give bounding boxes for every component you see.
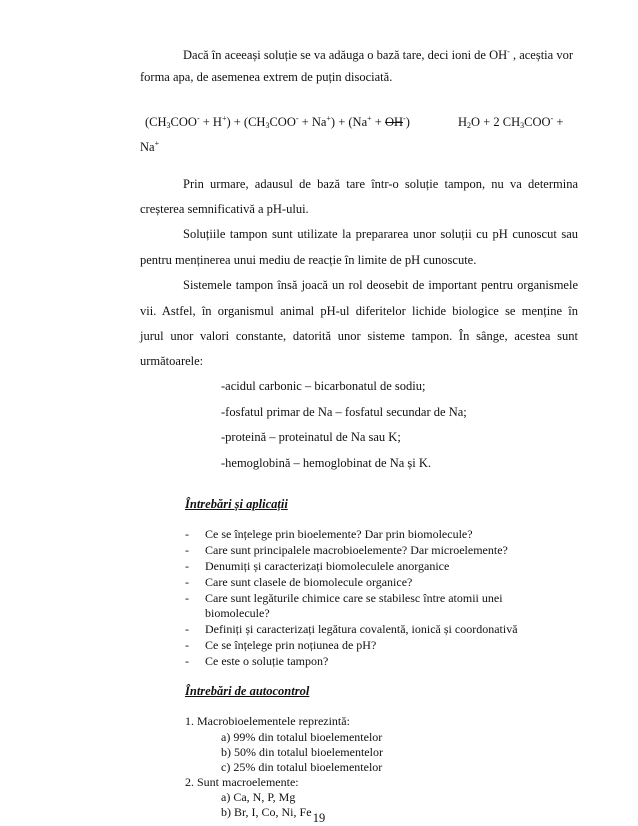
buffer-list-item: -hemoglobină – hemoglobinat de Na și K. xyxy=(221,456,432,470)
question-item-continuation: biomolecule? xyxy=(205,606,270,620)
paragraph-1-line-2: forma apa, de asemenea extrem de puțin disociată. xyxy=(140,70,393,84)
question-dash: - xyxy=(185,622,189,636)
paragraph-3-line-1: Soluțiile tampon sunt utilizate la prepararea unor soluții cu pH cunoscut sau xyxy=(183,227,578,241)
paragraph-1-line-1: Dacă în aceeași soluție se va adăuga o bază tare, deci ioni de OH- , aceștia vor xyxy=(183,47,573,62)
question-item: Denumiți și caracterizați biomoleculele anorganice xyxy=(205,559,450,573)
selftest-option: a) Ca, N, P, Mg xyxy=(221,790,296,804)
question-item: Ce se înțelege prin bioelemente? Dar prin biomolecule? xyxy=(205,527,473,541)
selftest-question: 2. Sunt macroelemente: xyxy=(185,775,299,789)
reaction-equation-tail: Na+ xyxy=(140,139,160,154)
reaction-equation-products: $H_2O + 2$ $CH_3COO^-$ + xyxy=(458,114,564,130)
paragraph-2-line-1: Prin urmare, adausul de bază tare într-o soluție tampon, nu va determina xyxy=(183,177,578,191)
hydroxide-struck: OH xyxy=(384,115,404,129)
question-item: Care sunt principalele macrobioelemente? Dar microelemente? xyxy=(205,543,508,557)
paragraph-2-line-2: creșterea semnificativă a pH-ului. xyxy=(140,202,309,216)
question-dash: - xyxy=(185,575,189,589)
selftest-question: 1. Macrobioelementele reprezintă: xyxy=(185,714,350,728)
question-item: Definiți și caracterizați legătura covalentă, ionică și coordonativă xyxy=(205,622,518,636)
question-item: Ce se înțelege prin noțiunea de pH? xyxy=(205,638,377,652)
paragraph-3-line-2: pentru menținerea unui mediu de reacție în limite de pH cunoscute. xyxy=(140,253,477,267)
selftest-option: b) Br, I, Co, Ni, Fe xyxy=(221,805,312,819)
buffer-list-item: -fosfatul primar de Na – fosfatul secundar de Na; xyxy=(221,405,467,419)
page-number: 19 xyxy=(312,811,326,825)
question-item: Care sunt legăturile chimice care se stabilesc între atomii unei xyxy=(205,591,503,605)
question-item: Care sunt clasele de biomolecule organice? xyxy=(205,575,413,589)
reaction-equation: $(CH_3COO^- + H^+) + (CH_3COO^- + Na^+) + (Na^+ + OH^-)$ xyxy=(145,114,410,130)
question-dash: - xyxy=(185,543,189,557)
selftest-option: b) 50% din totalul bioelementelor xyxy=(221,745,383,759)
paragraph-4-line-2: vii. Astfel, în organismul animal pH-ul diferitelor lichide biologice se menține în xyxy=(140,304,578,318)
paragraph-4-line-1: Sistemele tampon însă joacă un rol deosebit de important pentru organismele xyxy=(183,278,578,292)
paragraph-4-line-3: jurul unor valori constante, datorită unor sisteme tampon. În sânge, acestea sunt xyxy=(140,329,578,343)
question-dash: - xyxy=(185,559,189,573)
section-heading-selftest: Întrebări de autocontrol xyxy=(185,684,310,698)
section-heading-questions: Întrebări și aplicații xyxy=(185,497,288,511)
buffer-list-item: -acidul carbonic – bicarbonatul de sodiu; xyxy=(221,379,426,393)
question-dash: - xyxy=(185,638,189,652)
question-item: Ce este o soluție tampon? xyxy=(205,654,329,668)
selftest-option: c) 25% din totalul bioelementelor xyxy=(221,760,383,774)
question-dash: - xyxy=(185,654,189,668)
selftest-option: a) 99% din totalul bioelementelor xyxy=(221,730,383,744)
question-dash: - xyxy=(185,527,189,541)
question-dash: - xyxy=(185,591,189,605)
paragraph-4-line-4: următoarele: xyxy=(140,354,204,368)
buffer-list-item: -proteină – proteinatul de Na sau K; xyxy=(221,430,401,444)
